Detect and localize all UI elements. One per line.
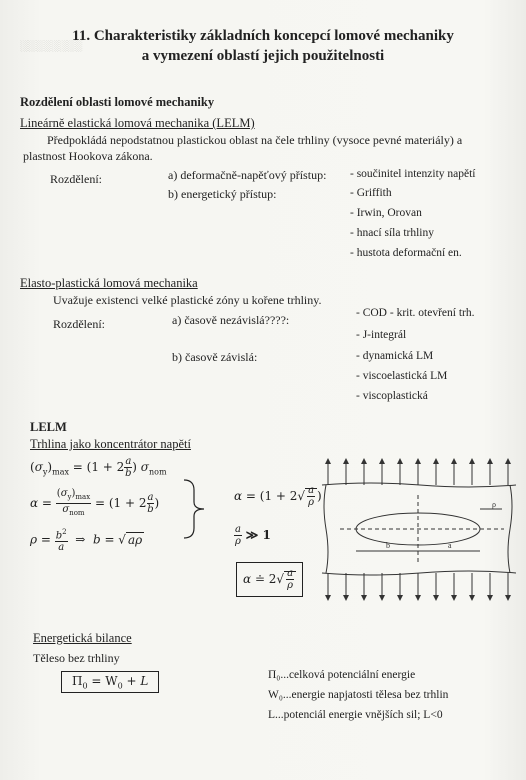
lelm-text-line1: Předpokládá nepodstatnou plastickou oblast na čele trhliny (vysoce pevné materiály) a [47, 133, 463, 147]
lelm-b-item-2: - Irwin, Orovan [350, 207, 422, 219]
brace-icon [180, 478, 210, 540]
epl-b-item-3: - viscoplastická [356, 390, 428, 402]
epl-text: Uvažuje existenci velké plastické zóny u kořene trhliny. [53, 293, 322, 307]
lelm-a-label: a) deformačně-napěťový přístup: [168, 168, 327, 182]
lelm-a-item: - součinitel intenzity napětí [350, 168, 476, 180]
lelm-b-item-3: - hnací síla trhliny [350, 227, 434, 239]
bleed-through-text: ░░░░░░░░ [20, 40, 83, 52]
diagram-label-b: b [386, 541, 390, 550]
energy-def-2: W₀...energie napjatosti tělesa bez trhlin [268, 689, 449, 701]
epl-a-item-2: - J-integrál [356, 329, 407, 341]
lelm-heading: Lineárně elastická lomová mechanika (LELM) [20, 116, 255, 130]
eq-alpha-rho: α = (1 + 2√ $\frac{a}{\rho}$ ) [234, 485, 322, 508]
diagram-label-a: a [448, 541, 452, 550]
eq-alpha: α = $\frac{(\sigma_y)_{max}}{\sigma_{nom}}$ = (1 + 2 $\frac{a}{b}$ ) [30, 488, 160, 517]
lelm-text-line2: plastnost Hookova zákona. [23, 149, 153, 163]
crack-diagram [320, 455, 516, 605]
energy-subheading: Těleso bez trhliny [33, 651, 120, 665]
eq-result-box: α ≐ 2√ $\frac{a}{\rho}$ [236, 562, 303, 597]
epl-a-label: a) časově nezávislá????: [172, 313, 290, 327]
diagram-label-rho: ρ [492, 500, 496, 509]
lelm-subheading: Trhlina jako koncentrátor napětí [30, 437, 191, 451]
top-arrows [328, 461, 508, 485]
rozdeleni-label-1: Rozdělení: [50, 172, 102, 186]
lelm-section-heading: LELM [30, 420, 67, 434]
lelm-b-item-1: - Griffith [350, 187, 392, 199]
epl-heading: Elasto-plastická lomová mechanika [20, 276, 198, 290]
epl-b-item-1: - dynamická LM [356, 350, 434, 362]
lelm-b-item-4: - hustota deformační en. [350, 247, 462, 259]
eq-rho: ρ = $\frac{b^2}{a}$ ⇒ b = √ aρ [30, 528, 143, 554]
epl-a-item-1: - COD - krit. otevření trh. [356, 307, 475, 319]
energy-heading: Energetická bilance [33, 631, 132, 645]
page-title-line2: a vymezení oblastí jejich použitelnosti [141, 48, 385, 64]
section-heading-rozdeleni: Rozdělení oblasti lomové mechaniky [20, 95, 215, 109]
eq-sigma-max: $(\sigma_y)_{max} = (1 + 2$ $\frac{a}{b}$ ) $\sigma_{nom}$ [30, 456, 167, 479]
energy-equation-box: $\Pi_0 = W_0 + L$ [61, 671, 159, 693]
epl-b-label: b) časově závislá: [172, 350, 258, 364]
energy-def-3: L...potenciál energie vnějších sil; L<0 [268, 709, 443, 721]
epl-b-item-2: - viscoelastická LM [356, 370, 448, 382]
energy-def-1: Π₀...celková potenciální energie [268, 669, 416, 681]
rozdeleni-label-2: Rozdělení: [53, 317, 105, 331]
page-title: 11. Charakteristiky základních koncepcí lomové mechaniky [72, 28, 454, 44]
eq-condition: $\frac{a}{\rho}$ ≫ 1 [235, 524, 271, 547]
lelm-b-label: b) energetický přístup: [168, 187, 277, 201]
